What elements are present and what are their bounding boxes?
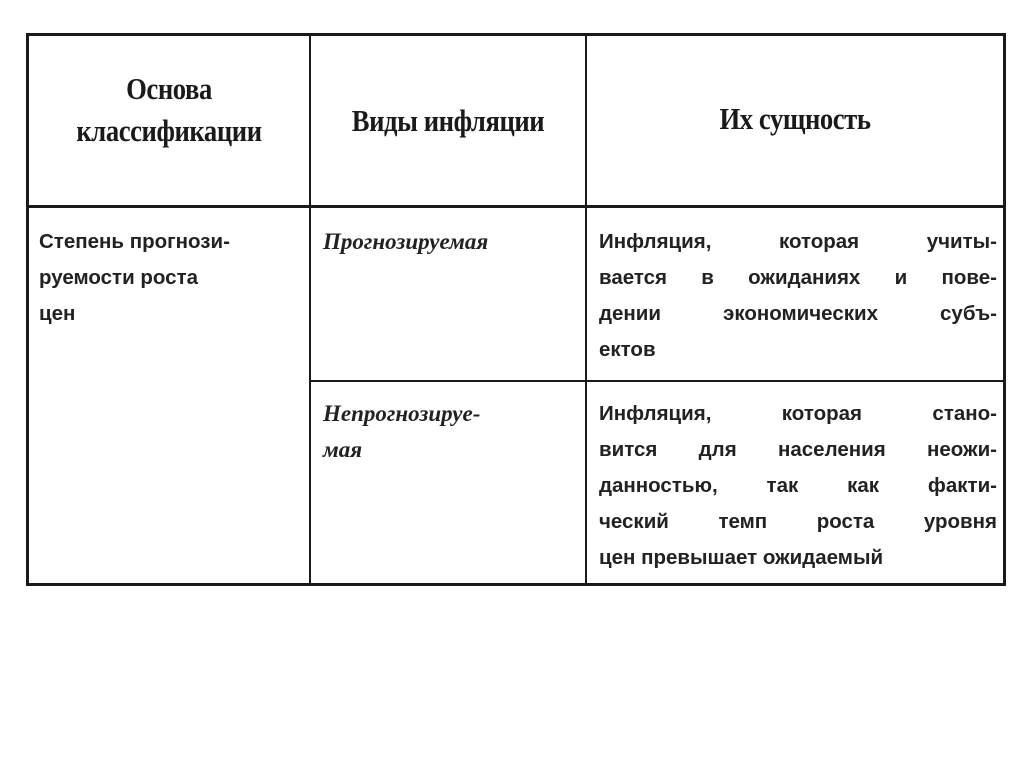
row-divider — [310, 380, 1003, 382]
type-cell — [323, 396, 579, 468]
header-basis-line: классификации — [76, 113, 262, 148]
column-divider — [309, 36, 311, 583]
essence-line: цен превышает ожидаемый — [599, 546, 884, 569]
type-line: Прогнозируемая — [323, 229, 489, 254]
essence-line: дении экономических субъ- — [599, 302, 997, 325]
essence-cell — [599, 224, 997, 368]
inflation-classification-table — [26, 33, 1006, 586]
type-line: мая — [323, 437, 363, 462]
essence-line: Инфляция, которая учиты- — [599, 230, 997, 253]
essence-line: Инфляция, которая стано- — [599, 402, 997, 425]
header-divider — [29, 205, 1003, 208]
column-divider — [585, 36, 587, 583]
header-types-text: Виды инфляции — [351, 103, 545, 138]
essence-line: вится для населения неожи- — [599, 438, 997, 461]
essence-cell — [599, 396, 997, 576]
header-essence — [616, 98, 974, 140]
essence-line: вается в ожиданиях и пове- — [599, 266, 997, 289]
type-cell — [323, 224, 579, 260]
essence-line: ческий темп роста уровня — [599, 510, 997, 533]
header-basis — [49, 68, 290, 152]
header-essence-text: Их сущность — [719, 101, 871, 136]
basis-cell — [39, 224, 301, 332]
header-basis-line: Основа — [126, 71, 212, 106]
basis-line: руемости роста — [39, 266, 199, 289]
basis-line: цен — [39, 302, 76, 325]
essence-line: ектов — [599, 338, 656, 361]
basis-line: Степень прогнози- — [39, 230, 230, 253]
header-types — [330, 100, 566, 142]
type-line: Непрогнозируе- — [323, 401, 481, 426]
essence-line: данностью, так как факти- — [599, 474, 997, 497]
